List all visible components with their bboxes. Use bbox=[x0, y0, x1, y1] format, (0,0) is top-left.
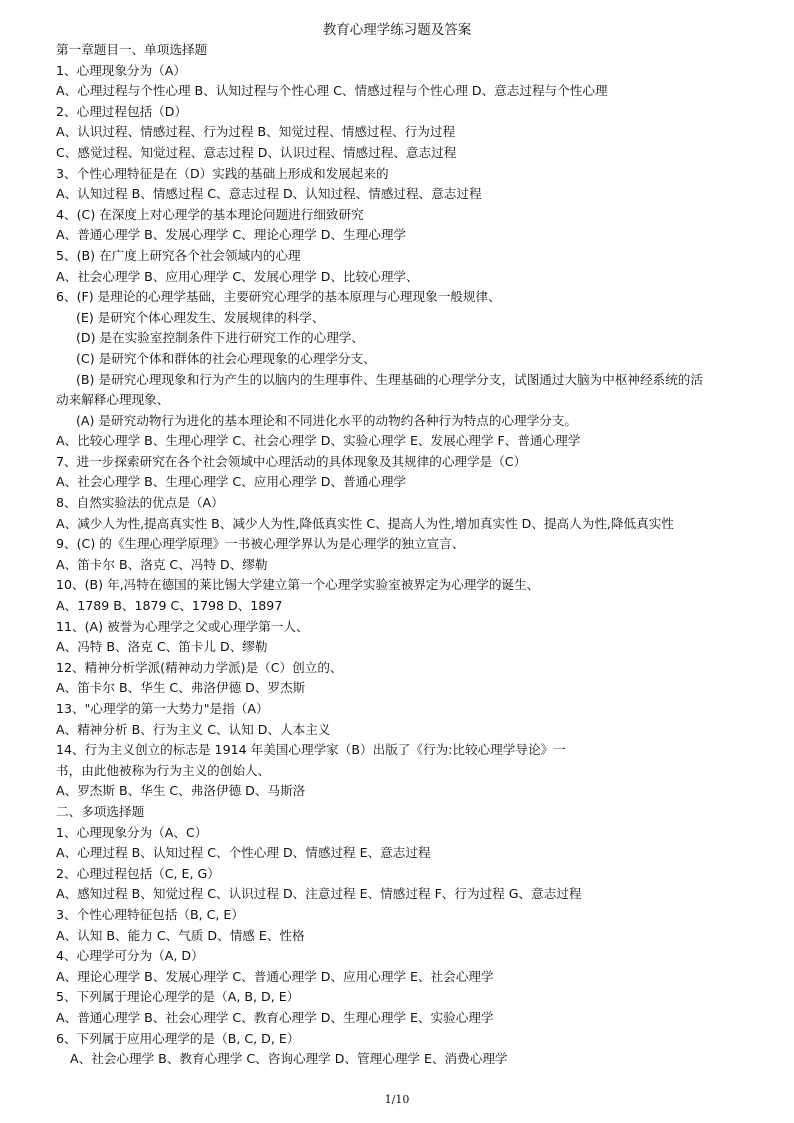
options: A、普通心理学 B、发展心理学 C、理论心理学 D、生理心理学 bbox=[56, 227, 407, 243]
question: 6、下列属于应用心理学的是（B, C, D, E） bbox=[56, 1030, 300, 1046]
document-body bbox=[56, 40, 782, 1070]
options: A、心理过程 B、认知过程 C、个性心理 D、情感过程 E、意志过程 bbox=[56, 845, 431, 861]
options: A、笛卡尔 B、洛克 C、冯特 D、缪勒 bbox=[56, 556, 268, 572]
question-part: (A) 是研究动物行为进化的基本理论和不同进化水平的动物约各种行为特点的心理学分支。 bbox=[76, 412, 578, 428]
question: 8、自然实验法的优点是（A） bbox=[56, 495, 224, 511]
question: 6、(F) 是理论的心理学基础，主要研究心理学的基本原理与心理现象一般规律、 bbox=[56, 289, 501, 305]
question: 2、心理过程包括（D） bbox=[56, 103, 188, 119]
question: 3、个性心理特征包括（B, C, E） bbox=[56, 906, 244, 922]
options: A、笛卡尔 B、华生 C、弗洛伊德 D、罗杰斯 bbox=[56, 680, 306, 696]
options: A、社会心理学 B、应用心理学 C、发展心理学 D、比较心理学、 bbox=[56, 268, 419, 284]
page-number: 1/10 bbox=[384, 1093, 410, 1106]
question: 4、心理学可分为（A, D） bbox=[56, 948, 204, 964]
question: 1、心理现象分为（A、C） bbox=[56, 824, 208, 840]
question: 9、(C) 的《生理心理学原理》一书被心理学界认为是心理学的独立宣言、 bbox=[56, 536, 465, 552]
question-part-continuation: 动来解释心理现象、 bbox=[56, 392, 170, 408]
options: A、认知 B、能力 C、气质 D、情感 E、性格 bbox=[56, 927, 305, 943]
question-continuation: 书，由此他被称为行为主义的创始人、 bbox=[56, 762, 271, 778]
options: A、普通心理学 B、社会心理学 C、教育心理学 D、生理心理学 E、实验心理学 bbox=[56, 1009, 494, 1025]
options: A、认知过程 B、情感过程 C、意志过程 D、认知过程、情感过程、意志过程 bbox=[56, 186, 482, 202]
options: A、社会心理学 B、教育心理学 C、咨询心理学 D、管理心理学 E、消费心理学 bbox=[70, 1051, 508, 1067]
question: 12、精神分析学派(精神动力学派)是（C）创立的、 bbox=[56, 659, 343, 675]
question: 11、(A) 被誉为心理学之父或心理学第一人、 bbox=[56, 618, 309, 634]
question: 10、(B) 年,冯特在德国的莱比锡大学建立第一个心理学实验室被界定为心理学的诞生、 bbox=[56, 577, 540, 593]
options: A、比较心理学 B、生理心理学 C、社会心理学 D、实验心理学 E、发展心理学 F、普通心理学 bbox=[56, 433, 581, 449]
options: A、心理过程与个性心理 B、认知过程与个性心理 C、情感过程与个性心理 D、意志过程与个性心理 bbox=[56, 83, 608, 99]
question: 13、"心理学的第一大势力"是指（A） bbox=[56, 701, 269, 716]
question: 4、(C) 在深度上对心理学的基本理论问题进行细致研究 bbox=[56, 206, 364, 222]
question: 3、个性心理特征是在（D）实践的基础上形成和发展起来的 bbox=[56, 165, 389, 181]
section-heading: 第一章题目一、单项选择题 bbox=[56, 42, 208, 57]
question-part: (C) 是研究个体和群体的社会心理现象的心理学分支、 bbox=[76, 350, 376, 366]
question: 1、心理现象分为（A） bbox=[56, 62, 186, 78]
question: 14、行为主义创立的标志是 1914 年美国心理学家（B）出版了《行为:比较心理学导论》一 bbox=[56, 742, 566, 758]
question: 7、进一步探索研究在各个社会领域中心理活动的具体现象及其规律的心理学是（C） bbox=[56, 453, 527, 469]
options: A、1789 B、1879 C、1798 D、1897 bbox=[56, 598, 283, 614]
question-part: (E) 是研究个体心理发生、发展规律的科学、 bbox=[76, 309, 325, 325]
question: 5、(B) 在广度上研究各个社会领域内的心理 bbox=[56, 247, 301, 263]
options: A、减少人为性,提高真实性 B、减少人为性,降低真实性 C、提高人为性,增加真实性 D、提高人为性,降低真实性 bbox=[56, 515, 674, 531]
question: 2、心理过程包括（C, E, G） bbox=[56, 865, 220, 881]
options: A、社会心理学 B、生理心理学 C、应用心理学 D、普通心理学 bbox=[56, 474, 407, 490]
options: A、理论心理学 B、发展心理学 C、普通心理学 D、应用心理学 E、社会心理学 bbox=[56, 968, 494, 984]
options: A、罗杰斯 B、华生 C、弗洛伊德 D、马斯洛 bbox=[56, 783, 306, 799]
document-title: 教育心理学练习题及答案 bbox=[322, 22, 472, 38]
options: A、感知过程 B、知觉过程 C、认识过程 D、注意过程 E、情感过程 F、行为过程 G、意志过程 bbox=[56, 886, 582, 902]
question: 5、下列属于理论心理学的是（A, B, D, E） bbox=[56, 989, 300, 1005]
question-part: (B) 是研究心理现象和行为产生的以脑内的生理事件、生理基础的心理学分支，试图通过大脑为中枢神经系统的活 bbox=[76, 371, 703, 387]
options: C、感觉过程、知觉过程、意志过程 D、认识过程、情感过程、意志过程 bbox=[56, 144, 457, 160]
question-part: (D) 是在实验室控制条件下进行研究工作的心理学、 bbox=[76, 330, 364, 346]
options: A、精神分析 B、行为主义 C、认知 D、人本主义 bbox=[56, 721, 331, 737]
section-heading: 二、多项选择题 bbox=[56, 803, 145, 819]
options: A、冯特 B、洛克 C、笛卡儿 D、缪勒 bbox=[56, 639, 268, 655]
options: A、认识过程、情感过程、行为过程 B、知觉过程、情感过程、行为过程 bbox=[56, 124, 456, 140]
